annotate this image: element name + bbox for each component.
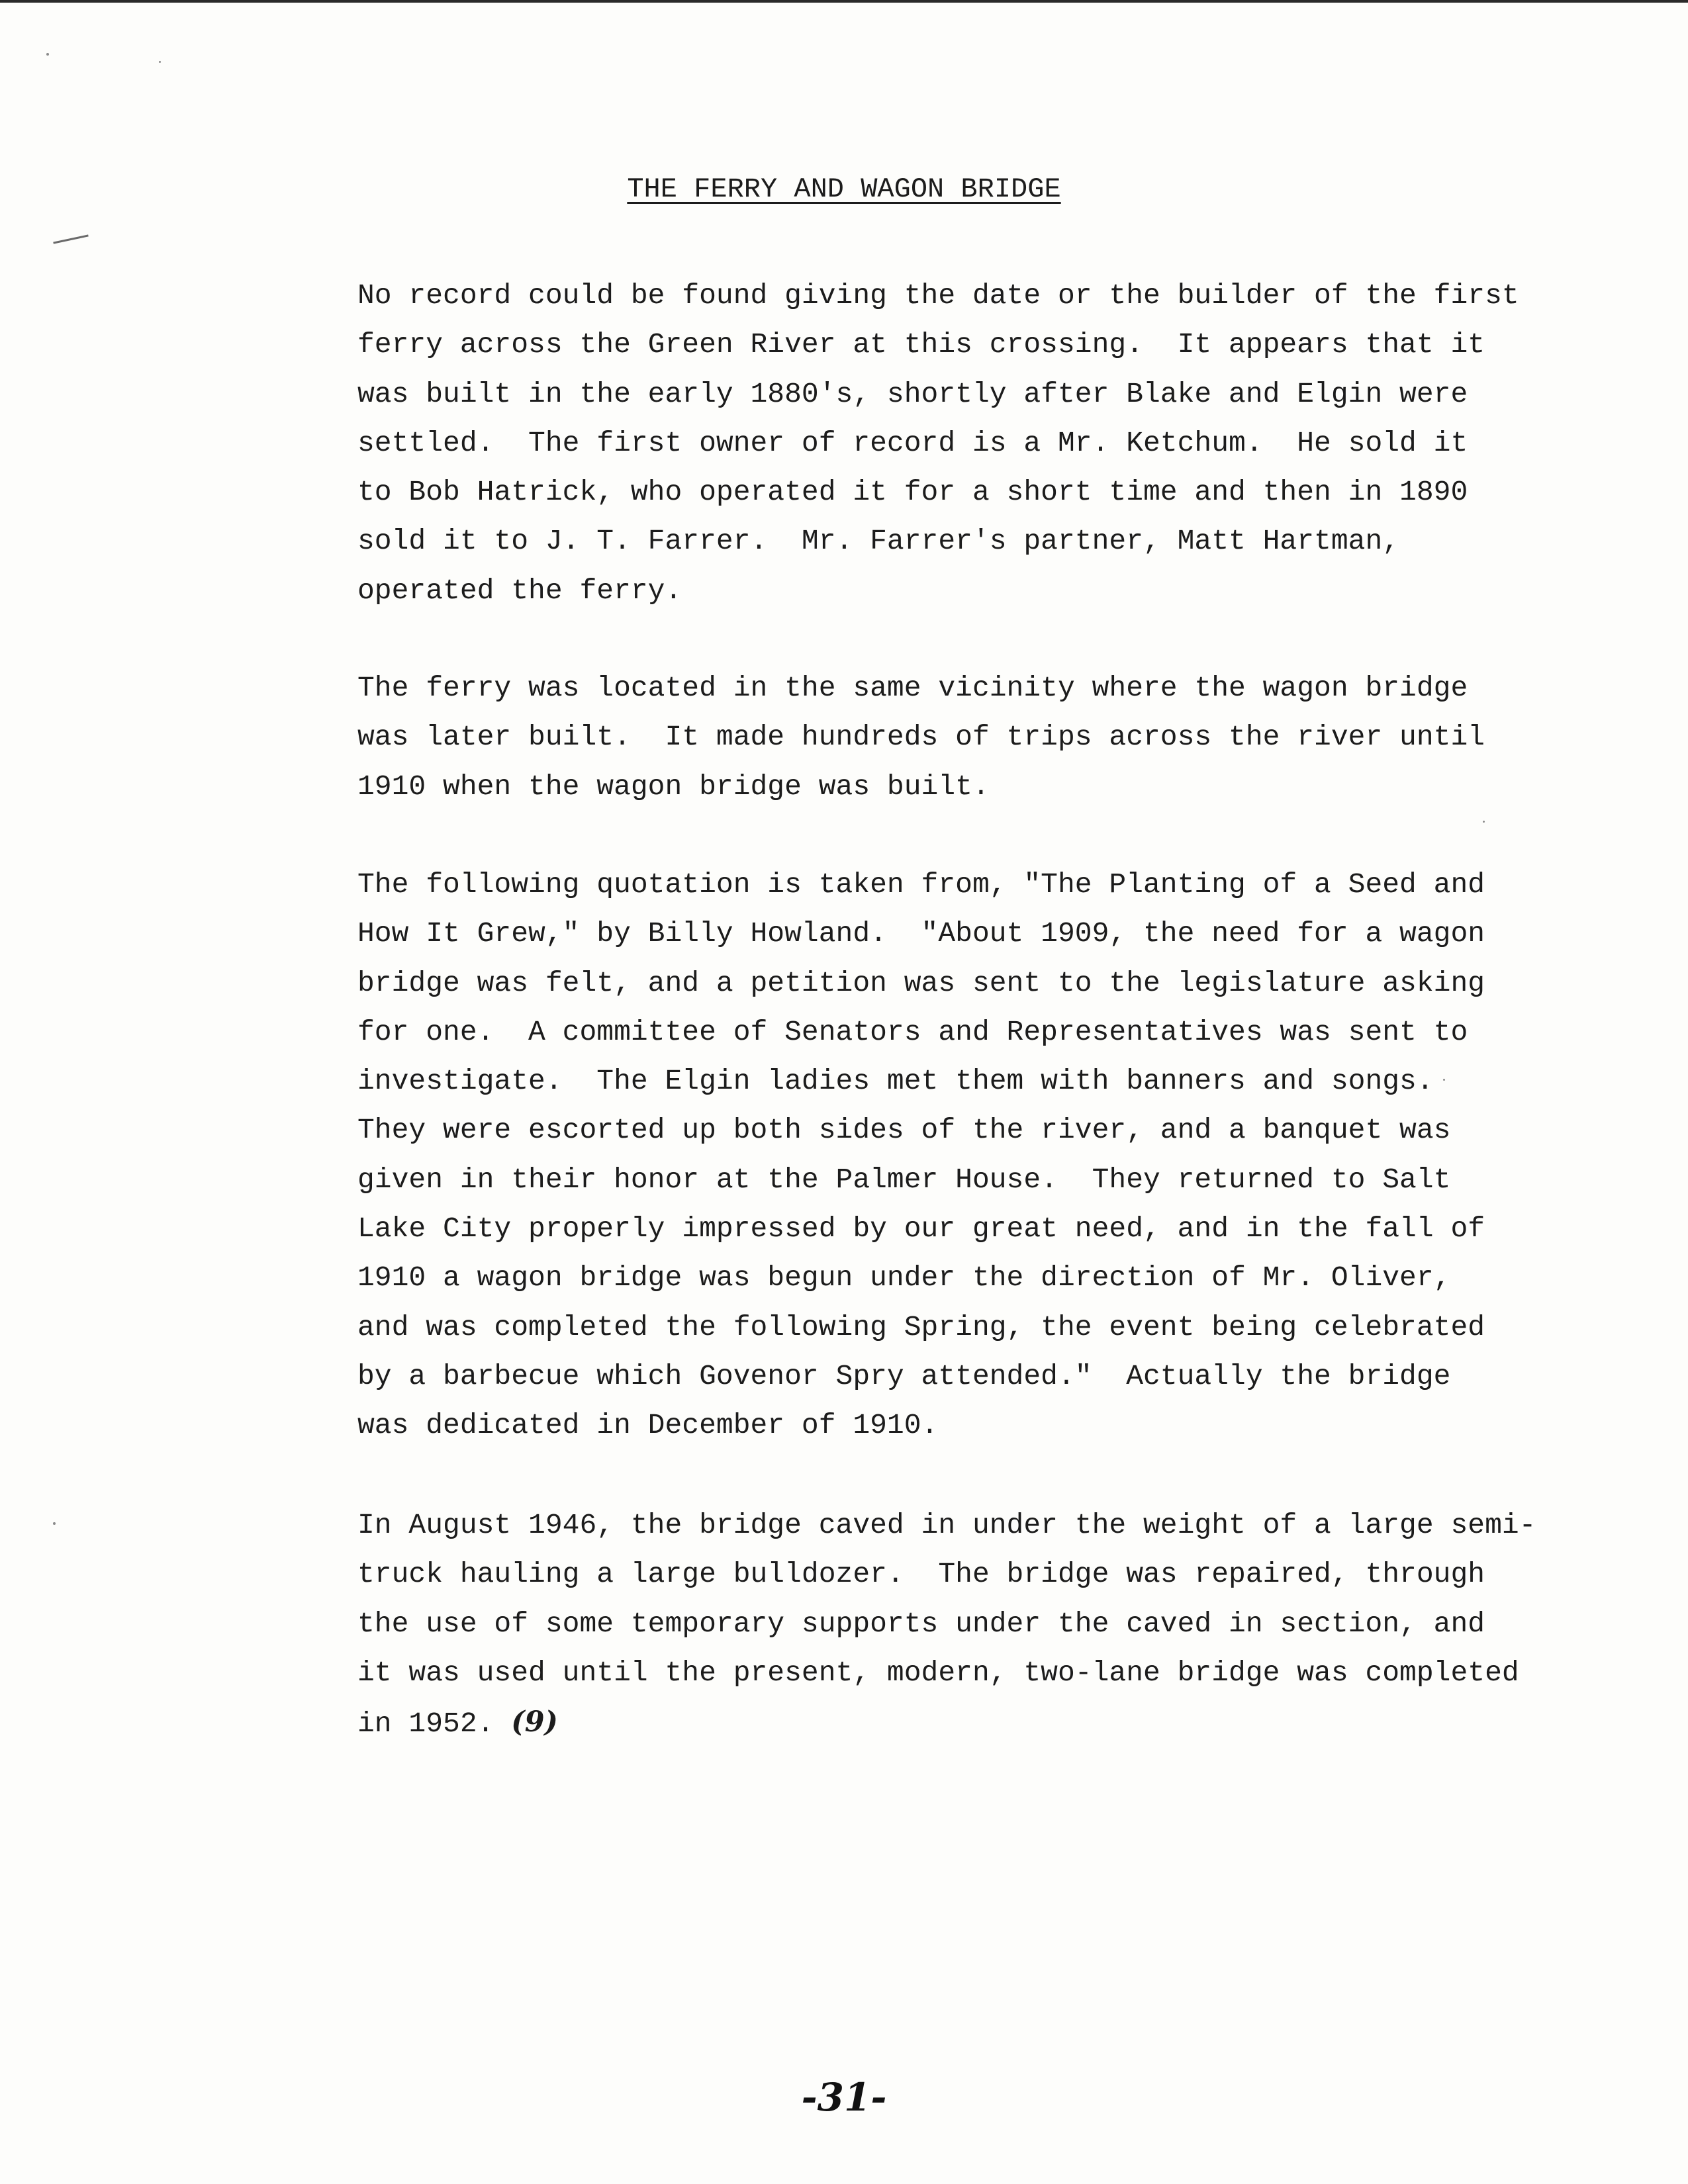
- text-line: by a barbecue which Govenor Spry attended." Actually the bridge: [357, 1359, 1451, 1392]
- scan-speck: [53, 1522, 56, 1525]
- text-line: given in their honor at the Palmer House. They returned to Salt: [357, 1163, 1451, 1196]
- text-line-final-text: in 1952.: [357, 1707, 512, 1741]
- text-line-final: [357, 1698, 1549, 1749]
- text-line: investigate. The Elgin ladies met them with banners and songs.: [357, 1065, 1434, 1098]
- text-line: The following quotation is taken from, "The Planting of a Seed and: [357, 868, 1485, 901]
- text-line: The ferry was located in the same vicinity where the wagon bridge: [357, 672, 1468, 704]
- text-line: How It Grew," by Billy Howland. "About 1909, the need for a wagon: [357, 917, 1485, 950]
- paragraph-quotation: [357, 860, 1549, 1451]
- text-line: was dedicated in December of 1910.: [357, 1409, 939, 1442]
- text-line: In August 1946, the bridge caved in under the weight of a large semi-: [357, 1509, 1536, 1541]
- footnote-reference: (9): [511, 1706, 558, 1739]
- scan-speck: [1483, 821, 1485, 823]
- paragraph-ferry-origin: [357, 271, 1549, 615]
- scan-speck: [159, 61, 161, 63]
- page-title: [0, 173, 1688, 205]
- text-line: the use of some temporary supports under the caved in section, and: [357, 1607, 1485, 1640]
- page-number: -31-: [801, 2075, 887, 2120]
- text-line: settled. The first owner of record is a Mr. Ketchum. He sold it: [357, 426, 1468, 459]
- text-line: They were escorted up both sides of the river, and a banquet was: [357, 1114, 1451, 1147]
- text-line: was later built. It made hundreds of trips across the river until: [357, 721, 1485, 754]
- text-line: 1910 a wagon bridge was begun under the direction of Mr. Oliver,: [357, 1261, 1451, 1295]
- margin-mark: [53, 234, 88, 244]
- page-title-text: THE FERRY AND WAGON BRIDGE: [627, 173, 1061, 205]
- paragraph-ferry-location: [357, 664, 1549, 811]
- text-line: for one. A committee of Senators and Representatives was sent to: [357, 1015, 1468, 1048]
- text-line: to Bob Hatrick, who operated it for a short time and then in 1890: [357, 476, 1468, 509]
- text-line: and was completed the following Spring, the event being celebrated: [357, 1310, 1485, 1343]
- text-line: sold it to J. T. Farrer. Mr. Farrer's partner, Matt Hartman,: [357, 525, 1400, 558]
- text-line: ferry across the Green River at this crossing. It appears that it: [357, 328, 1485, 361]
- text-line: was built in the early 1880's, shortly after Blake and Elgin were: [357, 377, 1468, 410]
- paragraph-bridge-collapse: [357, 1501, 1549, 1749]
- top-edge-rule: [0, 0, 1688, 3]
- text-line: No record could be found giving the date or the builder of the first: [357, 279, 1519, 312]
- text-line: it was used until the present, modern, two-lane bridge was completed: [357, 1656, 1519, 1689]
- text-line: truck hauling a large bulldozer. The bridge was repaired, through: [357, 1558, 1485, 1591]
- text-line: Lake City properly impressed by our great need, and in the fall of: [357, 1212, 1485, 1246]
- scan-speck: [46, 53, 49, 56]
- text-line: operated the ferry.: [357, 574, 682, 607]
- text-line: bridge was felt, and a petition was sent to the legislature asking: [357, 966, 1485, 999]
- text-line: 1910 when the wagon bridge was built.: [357, 770, 990, 803]
